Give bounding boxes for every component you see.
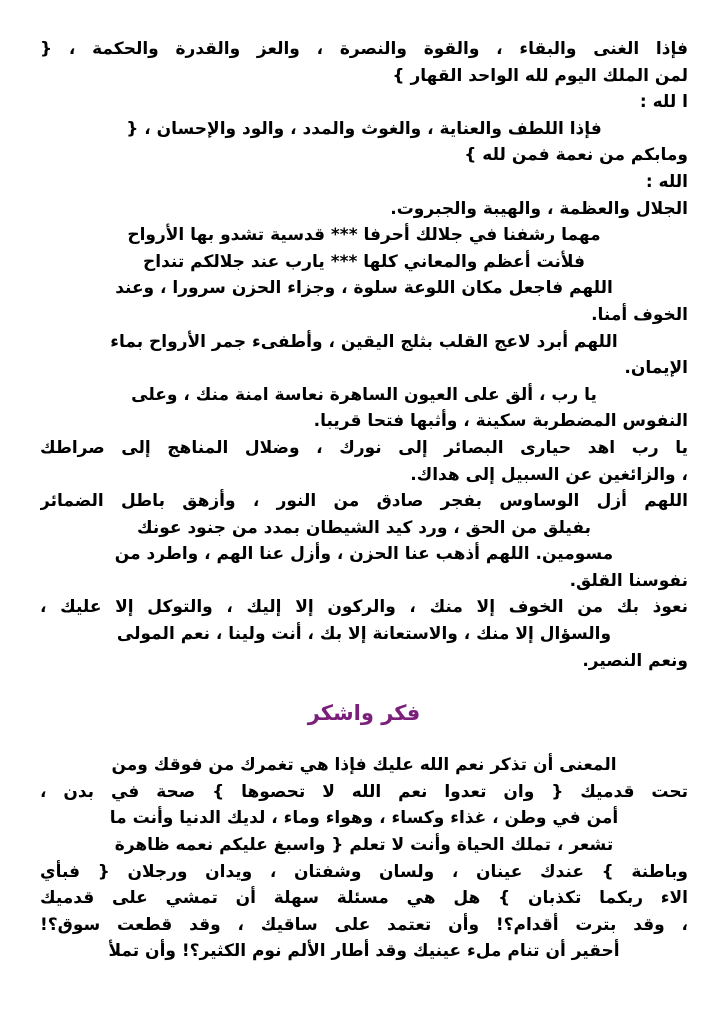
document-page bbox=[40, 36, 688, 965]
text-line: وباطنة } عندك عينان ، ولسان وشفتان ، ويدان ورجلان { فبأي bbox=[40, 861, 688, 882]
text-line: تشعر ، تملك الحياة وأنت لا تعلم { واسبغ عليكم نعمه ظاهرة bbox=[114, 835, 614, 856]
text-line: مسومين. اللهم أذهب عنا الحزن ، وأزل عنا الهم ، واطرد من bbox=[114, 544, 614, 565]
poem-verse: فلأنت أعظم والمعاني كلها *** يارب عند جلالكم تنداح bbox=[143, 251, 585, 272]
text-line: الجلال والعظمة ، والهيبة والجبروت. bbox=[390, 198, 688, 219]
text-line: أحقير أن تنام ملء عينيك وقد أطار الألم نوم الكثير؟! وأن تملأ bbox=[108, 941, 620, 962]
text-line: والسؤال إلا منك ، والاستعانة إلا بك ، أنت ولينا ، نعم المولى bbox=[116, 624, 612, 645]
supplication-section bbox=[40, 36, 688, 674]
text-line: يا رب ، ألق على العيون الساهرة نعاسة امنة منك ، وعلى bbox=[131, 384, 597, 405]
poem-verse: مهما رشفنا في جلالك أحرفا *** قدسية تشدو بها الأرواح bbox=[127, 225, 601, 246]
text-line: الاء ربكما تكذبان } هل هي مسئلة سهلة أن تمشي على قدميك bbox=[40, 888, 688, 909]
text-line: ونعم النصير. bbox=[582, 650, 688, 671]
text-line: الله : bbox=[645, 171, 688, 192]
text-line: فإذا اللطف والعناية ، والغوث والمدد ، والود والإحسان ، { bbox=[126, 118, 602, 139]
text-line: ، وقد بترت أقدام؟! وأن تعتمد على ساقيك ، وقد قطعت سوق؟! bbox=[40, 914, 688, 935]
text-line: تحت قدميك { وان تعدوا نعم الله لا تحصوها } صحة في بدن ، bbox=[40, 781, 688, 802]
text-line: نعوذ بك من الخوف إلا منك ، والركون إلا إليك ، والتوكل إلا عليك ، bbox=[40, 597, 688, 618]
text-line: الخوف أمنا. bbox=[591, 304, 688, 325]
text-line: اللهم فاجعل مكان اللوعة سلوة ، وجزاء الحزن سرورا ، وعند bbox=[115, 278, 613, 299]
text-line: المعنى أن تذكر نعم الله عليك فإذا هي تغمرك من فوقك ومن bbox=[111, 755, 617, 776]
text-line: فإذا الغنى والبقاء ، والقوة والنصرة ، والعز والقدرة والحكمة ، { bbox=[40, 39, 688, 59]
text-line: نفوسنا القلق. bbox=[569, 570, 688, 591]
text-line: اللهم أزل الوساوس بفجر صادق من النور ، وأزهق باطل الضمائر bbox=[40, 491, 688, 512]
text-line: الإيمان. bbox=[624, 358, 688, 379]
text-line: ومابكم من نعمة فمن لله } bbox=[464, 145, 688, 166]
text-line: لمن الملك اليوم لله الواحد القهار } bbox=[392, 65, 688, 86]
section-heading: فكر واشكر bbox=[307, 701, 421, 726]
text-line: يا رب اهد حيارى البصائر إلى نورك ، وضلال المناهج إلى صراطك bbox=[40, 437, 688, 458]
text-line: ا لله : bbox=[639, 92, 688, 113]
text-line: ، والزائغين عن السبيل إلى هداك. bbox=[410, 464, 688, 485]
reflection-section bbox=[40, 752, 688, 965]
text-line: اللهم أبرد لاعج القلب بثلج اليقين ، وأطفىء جمر الأرواح بماء bbox=[110, 331, 618, 352]
text-line: بفيلق من الحق ، ورد كيد الشيطان بمدد من جنود عونك bbox=[137, 517, 591, 538]
text-line: أمن في وطن ، غذاء وكساء ، وهواء وماء ، لديك الدنيا وأنت ما bbox=[109, 808, 619, 829]
text-line: النفوس المضطربة سكينة ، وأثبها فتحا قريبا. bbox=[313, 411, 688, 432]
